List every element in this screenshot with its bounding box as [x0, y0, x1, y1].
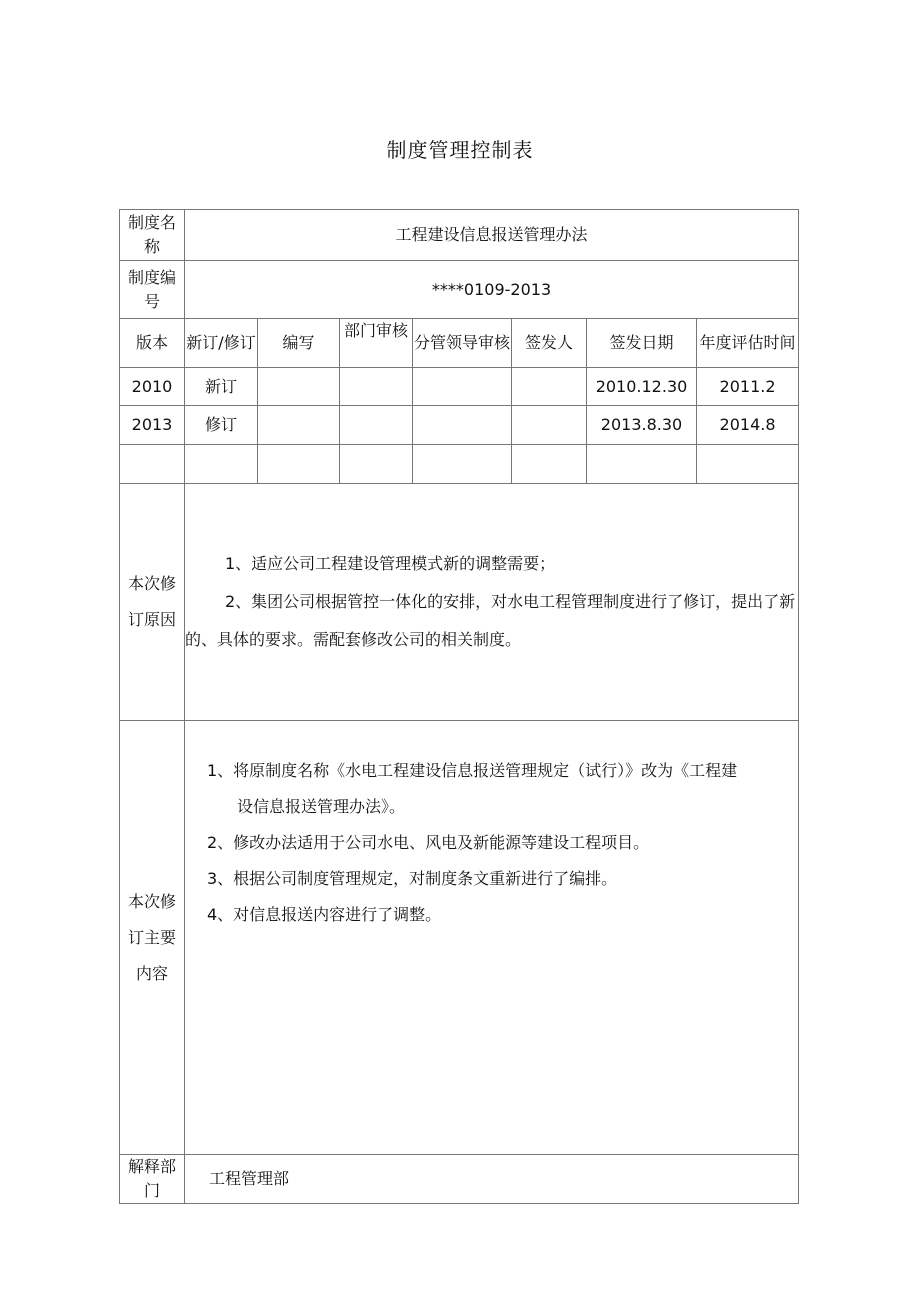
header-cell: 编写 — [258, 319, 340, 368]
header-row — [120, 319, 799, 368]
table-cell — [185, 445, 258, 484]
dept-label: 解释部门 — [120, 1155, 185, 1204]
name-label: 制度名称 — [120, 210, 185, 261]
name-value: 工程建设信息报送管理办法 — [185, 210, 799, 261]
table-cell — [340, 445, 413, 484]
table-cell — [258, 406, 340, 445]
table-cell — [340, 406, 413, 445]
table-cell — [413, 368, 512, 406]
table-cell: 2010.12.30 — [587, 368, 697, 406]
table-row — [120, 445, 799, 484]
reason-line: 1、适应公司工程建设管理模式新的调整需要； — [225, 554, 556, 573]
table-cell: 新订 — [185, 368, 258, 406]
table-row — [120, 368, 799, 406]
reason-line: 2、集团公司根据管控一体化的安排，对水电工程管理制度进行了修订，提出了新的、具体的要求。需配套修改公司的相关制度。 — [185, 592, 796, 649]
document-title: 制度管理控制表 — [386, 138, 534, 162]
table-cell — [697, 445, 799, 484]
header-cell: 部门审核 — [340, 319, 413, 368]
content-item: 2、修改办法适用于公司水电、风电及新能源等建设工程项目。 — [207, 833, 650, 852]
header-cell: 签发人 — [512, 319, 587, 368]
table-cell — [512, 406, 587, 445]
content-label: 本次修订主要内容 — [120, 721, 185, 1155]
header-cell: 签发日期 — [587, 319, 697, 368]
content-item: 3、根据公司制度管理规定，对制度条文重新进行了编排。 — [207, 869, 618, 888]
table-cell — [413, 445, 512, 484]
reason-label: 本次修订原因 — [120, 484, 185, 721]
header-cell: 版本 — [120, 319, 185, 368]
number-label: 制度编号 — [120, 261, 185, 319]
table-cell: 2011.2 — [697, 368, 799, 406]
header-cell: 年度评估时间 — [697, 319, 799, 368]
content-item: 1、将原制度名称《水电工程建设信息报送管理规定（试行）》改为《工程建 — [207, 761, 738, 780]
revision-content — [185, 721, 799, 1155]
number-value: ****0109-2013 — [185, 261, 799, 319]
reason-content — [185, 484, 799, 721]
control-table — [119, 209, 799, 1204]
header-cell: 分管领导审核 — [413, 319, 512, 368]
table-cell: 修订 — [185, 406, 258, 445]
table-cell — [512, 445, 587, 484]
header-cell: 新订/修订 — [185, 319, 258, 368]
table-cell: 2013.8.30 — [587, 406, 697, 445]
dept-value: 工程管理部 — [185, 1155, 799, 1204]
table-cell — [120, 445, 185, 484]
content-item: 设信息报送管理办法》。 — [237, 797, 406, 816]
table-row — [120, 406, 799, 445]
table-cell — [258, 445, 340, 484]
table-cell — [340, 368, 413, 406]
table-cell — [512, 368, 587, 406]
table-cell — [587, 445, 697, 484]
table-cell: 2014.8 — [697, 406, 799, 445]
table-cell: 2010 — [120, 368, 185, 406]
table-cell — [413, 406, 512, 445]
content-item: 4、对信息报送内容进行了调整。 — [207, 905, 442, 924]
table-cell: 2013 — [120, 406, 185, 445]
table-cell — [258, 368, 340, 406]
